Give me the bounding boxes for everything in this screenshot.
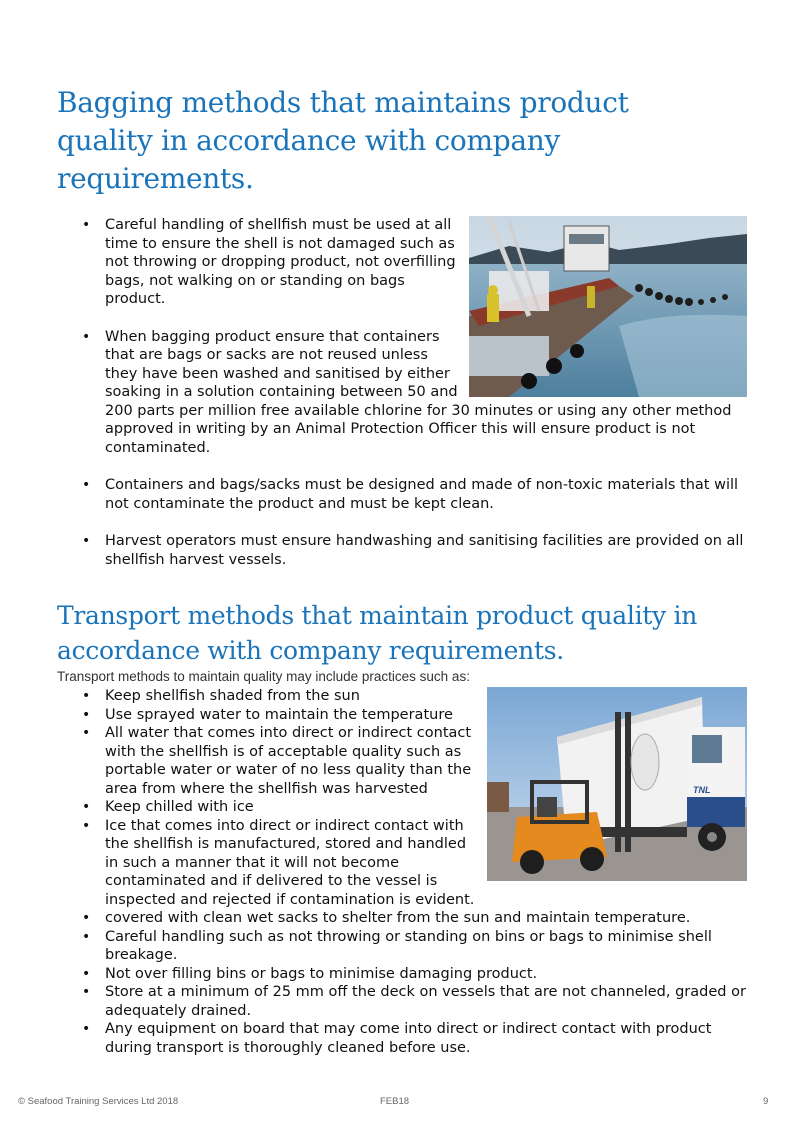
bagging-bullet-list (57, 216, 747, 588)
footer-date: FEB18 (380, 1096, 410, 1107)
list-item: • Careful handling such as not throwing or standing on bins or bags to minimise shell breakage. (57, 928, 747, 965)
list-item: • All water that comes into direct or indirect contact with the shellfish is of acceptable quality such as portable water or water of no less quality than the area from where the shellfish was harvested (57, 724, 747, 798)
list-item: • Keep chilled with ice (57, 798, 747, 817)
section-heading-transport: Transport methods that maintain product quality in accordance with company requirements. (57, 601, 698, 665)
list-item: • When bagging product ensure that containers that are bags or sacks are not reused unless they have been washed and sanitised by either soaking in a solution containing between 50 and 200 parts per million free available chlorine for 30 minutes or using any other method approved in writing by an Animal Protection Officer this will ensure product is not contaminated. (57, 328, 747, 458)
list-item: • covered with clean wet sacks to shelter from the sun and maintain temperature. (57, 909, 747, 928)
truck-logo-text: • TNL (693, 785, 711, 795)
list-item: • Careful handling of shellfish must be used at all time to ensure the shell is not damaged such as not throwing or dropping product, not overfilling bags, not walking on or standing on bags product. (57, 216, 747, 309)
transport-bullet-list (57, 687, 747, 1057)
list-item: • TNL Keep shellfish shaded from the sun (57, 687, 747, 706)
footer-page-number: 9 (763, 1096, 769, 1107)
list-item: • Harvest operators must ensure handwashing and sanitising facilities are provided on all shellfish harvest vessels. (57, 532, 747, 569)
footer-copyright: © Seafood Training Services Ltd 2018 (18, 1096, 179, 1107)
list-item: • Use sprayed water to maintain the temperature (57, 706, 747, 725)
list-item: • Store at a minimum of 25 mm off the deck on vessels that are not channeled, graded or adequately drained. (57, 983, 747, 1020)
list-item: • Any equipment on board that may come into direct or indirect contact with product during transport is thoroughly cleaned before use. (57, 1020, 747, 1057)
list-item: • Ice that comes into direct or indirect contact with the shellfish is manufactured, stored and handled in such a manner that it will not become contaminated and if delivered to the vessel is inspected and rejected if contamination is evident. (57, 817, 747, 910)
transport-intro: Transport methods to maintain quality may include practices such as: (57, 669, 470, 684)
list-item: • Not over filling bins or bags to minimise damaging product. (57, 965, 747, 984)
list-item: • Containers and bags/sacks must be designed and made of non-toxic materials that will not contaminate the product and must be kept clean. (57, 476, 747, 513)
section-heading-bagging: Bagging methods that maintains product quality in accordance with company requirements. (57, 86, 629, 195)
